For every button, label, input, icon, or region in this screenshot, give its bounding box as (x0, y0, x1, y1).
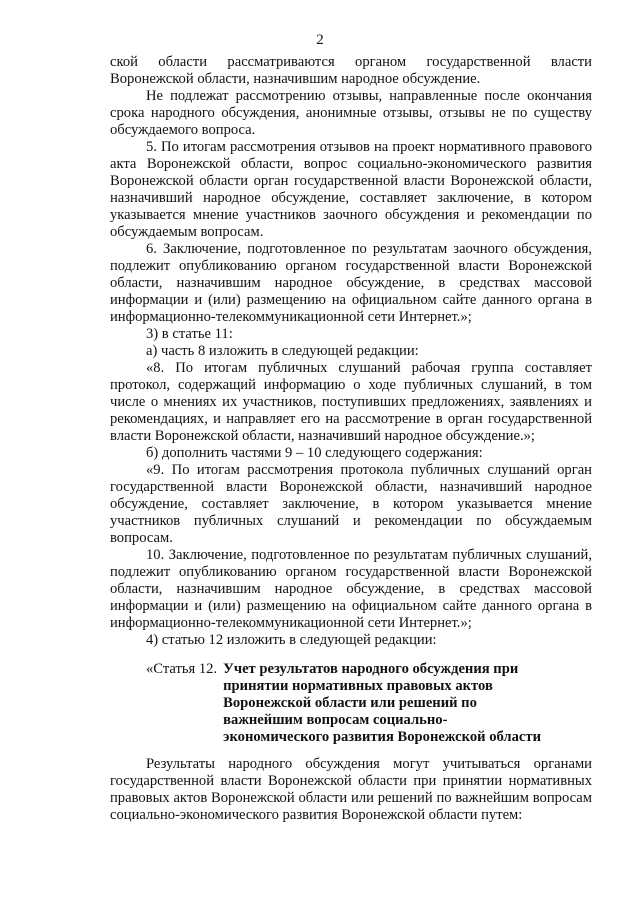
paragraph-item-6: 6. Заключение, подготовленное по результатам заочного обсуждения, подлежит опубликованию органом государственной власти Воронежской области, назначившим народное обсуждение, в средствах массовой информации и (или) размещению на официальном сайте данного органа в информационно-телекоммуникационной сети Интернет.»; (110, 241, 592, 325)
paragraph-part-8: «8. По итогам публичных слушаний рабочая группа составляет протокол, содержащий информацию о ходе публичных слушаний, в том числе о мнениях их участников, поступивших предложениях, заявлениях и рекомендациях, и направляет его на рассмотрение в орган государственной власти Воронежской области, назначивший народное обсуждение.»; (110, 360, 592, 444)
paragraph-part-10: 10. Заключение, подготовленное по результатам публичных слушаний, подлежит опубликованию органом государственной власти Воронежской области, назначившим народное обсуждение, в средствах массовой информации и (или) размещению на официальном сайте данного органа в информационно-телекоммуникационной сети Интернет.»; (110, 547, 592, 631)
article-12-prefix: «Статья 12. (146, 661, 218, 677)
paragraph-article-11: 3) в статье 11: (146, 326, 233, 342)
paragraph-continuation: ской области рассматриваются органом государственной власти Воронежской области, назначившим народное обсуждение. (110, 54, 592, 87)
paragraph-rejected-reviews: Не подлежат рассмотрению отзывы, направленные после окончания срока народного обсуждения, анонимные отзывы, отзывы не по существу обсуждаемого вопроса. (110, 88, 592, 138)
article-12-title: Учет результатов народного обсуждения при принятии нормативных правовых актов Воронежской области или решений по важнейшим вопросам социально-экономического развития Воронежской области (223, 661, 541, 745)
paragraph-part-8-intro: а) часть 8 изложить в следующей редакции: (146, 343, 419, 359)
paragraph-parts-9-10-intro: б) дополнить частями 9 – 10 следующего содержания: (146, 445, 483, 461)
paragraph-article-12-intro: 4) статью 12 изложить в следующей редакции: (146, 632, 437, 648)
article-12-heading (110, 661, 592, 746)
document-body (110, 54, 592, 824)
paragraph-part-9: «9. По итогам рассмотрения протокола публичных слушаний орган государственной власти Воронежской области, назначивший народное обсуждение, составляет заключение, в котором указывается мнение участников публичных слушаний и рекомендации по обсуждаемым вопросам. (110, 462, 592, 546)
paragraph-item-5: 5. По итогам рассмотрения отзывов на проект нормативного правового акта Воронежской области, вопрос социально-экономического развития Воронежской области орган государственной власти Воронежской области, назначивший народное обсуждение, составляет заключение, в котором указывается мнение участников заочного обсуждения и рекомендации по обсуждаемым вопросам. (110, 139, 592, 240)
page-number: 2 (316, 32, 324, 48)
paragraph-article-12-text: Результаты народного обсуждения могут учитываться органами государственной власти Воронежской области при принятии нормативных правовых актов Воронежской области или решений по важнейшим вопросам социально-экономического развития Воронежской области путем: (110, 756, 592, 823)
